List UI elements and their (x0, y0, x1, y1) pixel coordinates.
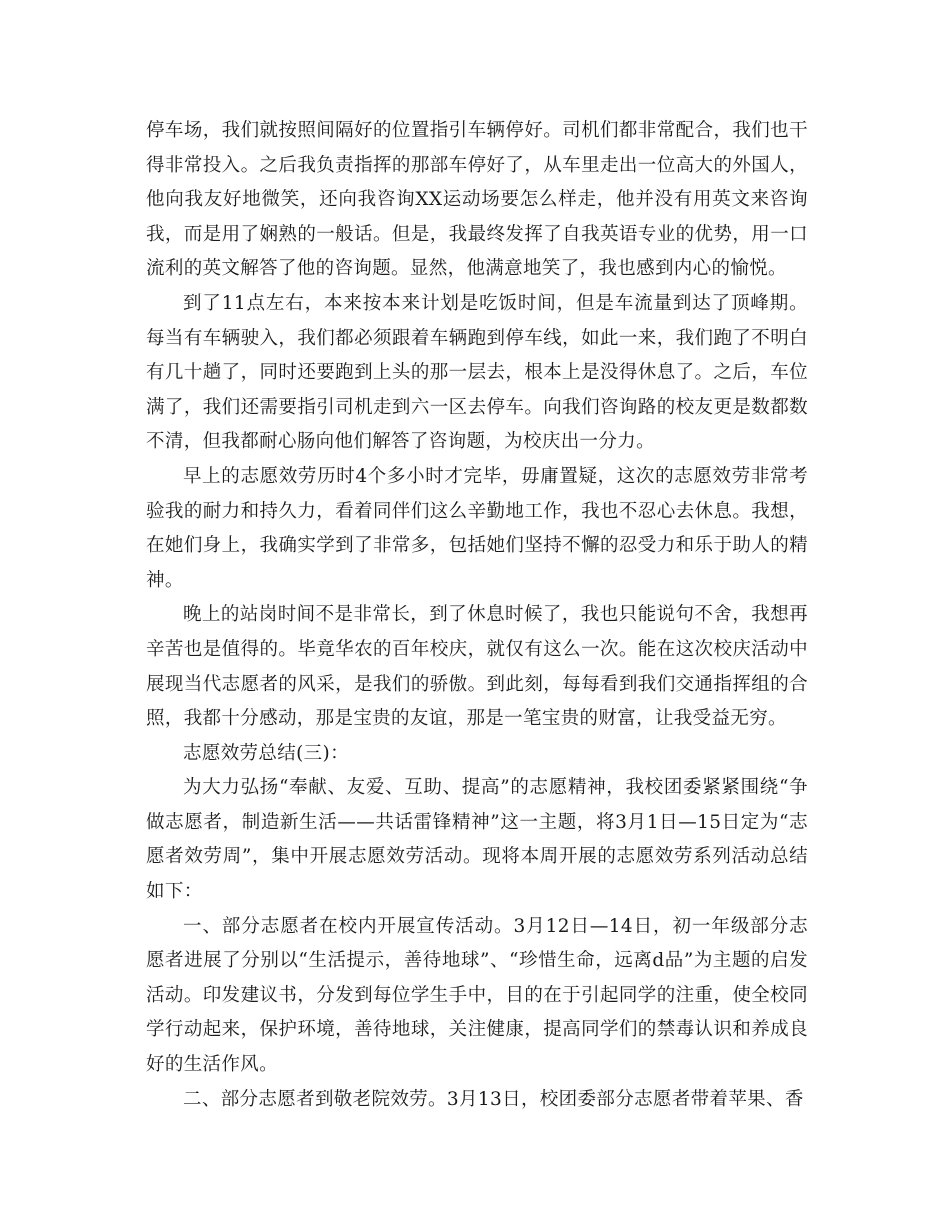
paragraph-4: 晚上的站岗时间不是非常长，到了休息时候了，我也只能说句不舍，我想再辛苦也是值得的。毕竟华农的百年校庆，就仅有这么一次。能在这次校庆活动中展现当代志愿者的风采，是我们的骄傲。到此刻，每每看到我们交通指挥组的合照，我都十分感动，那是宝贵的友谊，那是一笔宝贵的财富，让我受益无穷。 (146, 604, 808, 730)
paragraph-5: 为大力弘扬“奉献、友爱、互助、提高”的志愿精神，我校团委紧紧围绕“争做志愿者，制造新生活——共话雷锋精神”这一主题，将3月1日—15日定为“志愿者效劳周”，集中开展志愿效劳活动。现将本周开展的志愿效劳系列活动总结如下： (146, 777, 808, 903)
paragraph-6: 一、部分志愿者在校内开展宣传活动。3月12日—14日，初一年级部分志愿者进展了分别以“生活提示，善待地球”、“珍惜生命，远离d品”为主题的启发活动。印发建议书，分发到每位学生手中，目的在于引起同学的注重，使全校同学行动起来，保护环境，善待地球，关注健康，提高同学们的禁毒认识和养成良好的生活作风。 (146, 915, 808, 1076)
section-heading: 志愿效劳总结(三)： (183, 742, 349, 764)
paragraph-2: 到了11点左右，本来按本来计划是吃饭时间，但是车流量到达了顶峰期。每当有车辆驶入，我们都必须跟着车辆跑到停车线，如此一来，我们跑了不明白有几十趟了，同时还要跑到上头的那一层去，根本上是没得休息了。之后，车位满了，我们还需要指引司机走到六一区去停车。向我们咨询路的校友更是数都数不清，但我都耐心肠向他们解答了咨询题，为校庆出一分力。 (146, 292, 808, 453)
paragraph-1: 停车场，我们就按照间隔好的位置指引车辆停好。司机们都非常配合，我们也干得非常投入。之后我负责指挥的那部车停好了，从车里走出一位高大的外国人，他向我友好地微笑，还向我咨询XX运动场要怎么样走，他并没有用英文来咨询我，而是用了娴熟的一般话。但是，我最终发挥了自我英语专业的优势，用一口流利的英文解答了他的咨询题。显然，他满意地笑了，我也感到内心的愉悦。 (146, 120, 808, 280)
paragraph-7: 二、部分志愿者到敬老院效劳。3月13日，校团委部分志愿者带着苹果、香 (183, 1088, 804, 1110)
paragraph-3: 早上的志愿效劳历时4个多小时才完毕，毋庸置疑，这次的志愿效劳非常考验我的耐力和持久力，看着同伴们这么辛勤地工作，我也不忍心去休息。我想，在她们身上，我确实学到了非常多，包括她们坚持不懈的忍受力和乐于助人的精神。 (146, 465, 808, 591)
document-body (146, 114, 808, 1117)
